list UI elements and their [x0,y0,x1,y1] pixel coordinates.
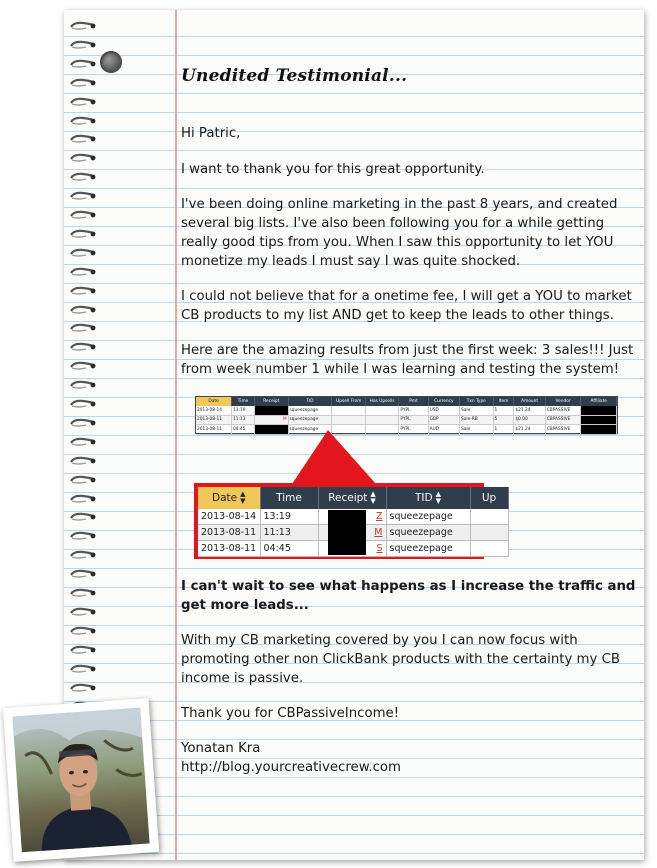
spiral-ring [70,262,96,271]
spiral-ring [70,602,96,611]
date-cell: 2013-08-14 [198,509,260,525]
sales-table-small [195,396,618,434]
sort-arrows-icon: ▲ ▼ [240,490,246,505]
callout-arrow [290,430,380,490]
spiral-ring [70,470,96,479]
small-table-cell[interactable]: M [255,415,288,425]
small-column-header[interactable]: Currency [428,397,459,406]
small-table-cell [581,406,617,415]
upsell-cell [470,525,508,541]
paragraph-excited: I can't wait to see what happens as I increase the traffic and get more leads... [181,579,636,613]
small-table-cell: AUD [428,425,459,435]
small-table-cell: CBPASSIVE [545,406,581,415]
spiral-ring [70,489,96,498]
small-column-header[interactable]: TID [288,397,332,406]
small-table-cell: GBP [428,415,459,425]
small-table-cell: squeezepage [288,415,332,425]
spiral-ring [70,640,96,649]
spiral-ring [70,507,96,516]
thanks-text: I want to thank you for this great opportunity. [181,162,485,177]
column-header-time[interactable]: Time [260,487,318,509]
small-table-cell: 2013-08-11 [196,425,232,435]
photo-image [12,708,149,853]
spiral-ring [70,318,96,327]
spiral-ring [70,659,96,668]
small-table-cell: Sale-RB [460,415,493,425]
author-name: Yonatan Kra [181,741,261,756]
small-table-cell [581,425,617,435]
margin-line [175,10,177,860]
small-table-cell: 2013-08-14 [196,406,232,415]
table-row [196,415,617,425]
small-table-cell[interactable] [255,425,288,435]
spiral-ring [70,394,96,403]
small-table-cell: squeezepage [288,406,332,415]
time-cell: 13:19 [260,509,318,525]
small-table-cell [365,415,398,425]
time-cell: 04:45 [260,541,318,557]
spiral-ring [70,356,96,365]
spiral-ring [70,35,96,44]
spiral-ring [70,281,96,290]
small-table-cell: 04:45 [232,425,255,435]
spiral-ring [70,432,96,441]
sort-arrows-icon: ▲ ▼ [370,490,376,505]
closing-text: Thank you for CBPassiveIncome! [181,706,400,721]
small-table-cell: 1 [493,425,514,435]
spiral-ring [70,451,96,460]
small-column-header[interactable]: Item [493,397,514,406]
column-header-receipt[interactable]: Receipt ▲ ▼ [318,487,386,509]
big-table-header-row [198,487,508,509]
spiral-ring [70,148,96,157]
tid-cell: squeezepage [386,525,470,541]
spiral-ring [70,564,96,573]
receipt-link[interactable]: M [318,525,386,541]
small-column-header[interactable]: Amount [514,397,545,406]
small-column-header[interactable]: Time [232,397,255,406]
paragraph-experience: I've been doing online marketing in the past 8 years, and created several big lists. I've also been following you for a while getting really good tips from you. When I saw this opportunity to let YOU monetize my leads I must say I was quite shocked. [181,197,618,269]
small-table-cell: PYPL [399,415,428,425]
spiral-ring [70,337,96,346]
spiral-ring [70,129,96,138]
small-column-header[interactable]: Upsell From [332,397,365,406]
small-table-cell: CBPASSIVE [545,425,581,435]
spiral-ring [70,224,96,233]
redaction-block [328,510,366,555]
punch-hole [100,51,122,73]
person-illustration [12,708,149,853]
small-table-cell: $21.24 [514,406,545,415]
receipt-link[interactable]: Z [318,509,386,525]
small-column-header[interactable]: Receipt [255,397,288,406]
small-table-cell: USD [428,406,459,415]
sort-arrows-icon: ▲ ▼ [435,490,441,505]
tid-cell: squeezepage [386,509,470,525]
spiral-ring [70,111,96,120]
spiral-ring [70,526,96,535]
small-table-cell[interactable] [255,406,288,415]
small-table-cell [332,415,365,425]
receipt-link[interactable]: S [318,541,386,557]
spiral-ring [70,545,96,554]
spiral-ring [70,678,96,687]
spiral-ring [70,167,96,176]
testimonial-title: Unedited Testimonial... [181,66,408,86]
paragraph-cb-marketing: With my CB marketing covered by you I can now focus with promoting other non ClickBank products with the certainty my CB income is passive. [181,633,621,686]
small-table-cell: $21.24 [514,425,545,435]
date-cell: 2013-08-11 [198,541,260,557]
paragraph-onetime-fee: I could not believe that for a onetime fee, I will get a YOU to market CB products to my list AND get to keep the leads to other things. [181,289,632,323]
paragraph-results: Here are the amazing results from just the first week: 3 sales!!! Just from week number 1 while I was learning and testing the system! [181,343,634,377]
small-table-cell: PYPL [399,425,428,435]
small-table-cell: 11:13 [232,415,255,425]
author-photo [3,698,159,862]
spiral-ring [70,375,96,384]
small-table-cell [365,406,398,415]
small-table-cell [581,415,617,425]
spiral-ring [70,300,96,309]
spiral-ring [70,186,96,195]
tid-cell: squeezepage [386,541,470,557]
greeting-text: Hi Patric, [181,126,241,141]
spiral-ring [70,583,96,592]
small-table-cell [332,406,365,415]
small-table-cell: Sale [460,406,493,415]
small-column-header[interactable]: Affiliate [581,397,617,406]
spiral-ring [70,413,96,422]
small-table-cell: 13:19 [232,406,255,415]
table-row [196,425,617,435]
small-column-header[interactable]: Pmt [399,397,428,406]
upsell-cell [470,509,508,525]
small-column-header[interactable]: Has Upsells [365,397,398,406]
table-row [196,406,617,415]
small-table-cell: 2013-08-11 [196,415,232,425]
author-url[interactable]: http://blog.yourcreativecrew.com [181,760,401,775]
spiral-ring [70,243,96,252]
small-table-cell: 5 [493,415,514,425]
spiral-ring [70,16,96,25]
spiral-ring [70,92,96,101]
time-cell: 11:13 [260,525,318,541]
upsell-cell [470,541,508,557]
small-table-cell: PYPL [399,406,428,415]
date-cell: 2013-08-11 [198,525,260,541]
small-table-cell: $0.00 [514,415,545,425]
small-table-header-row [196,397,617,406]
spiral-ring [70,73,96,82]
spiral-ring [70,54,96,63]
small-column-header[interactable]: Date [196,397,232,406]
column-header-date[interactable]: Date ▲ ▼ [198,487,260,509]
column-header-upsell[interactable]: Up [470,487,508,509]
spiral-ring [70,205,96,214]
small-table-cell: Sale [460,425,493,435]
callout-triangle [292,430,376,484]
small-table-cell: 1 [493,406,514,415]
column-header-tid[interactable]: TID ▲ ▼ [386,487,470,509]
small-column-header[interactable]: Vendor [545,397,581,406]
small-table-cell: squeezepage [288,425,332,435]
spiral-ring [70,621,96,630]
small-column-header[interactable]: Txn Type [460,397,493,406]
small-table-cell: CBPASSIVE [545,415,581,425]
